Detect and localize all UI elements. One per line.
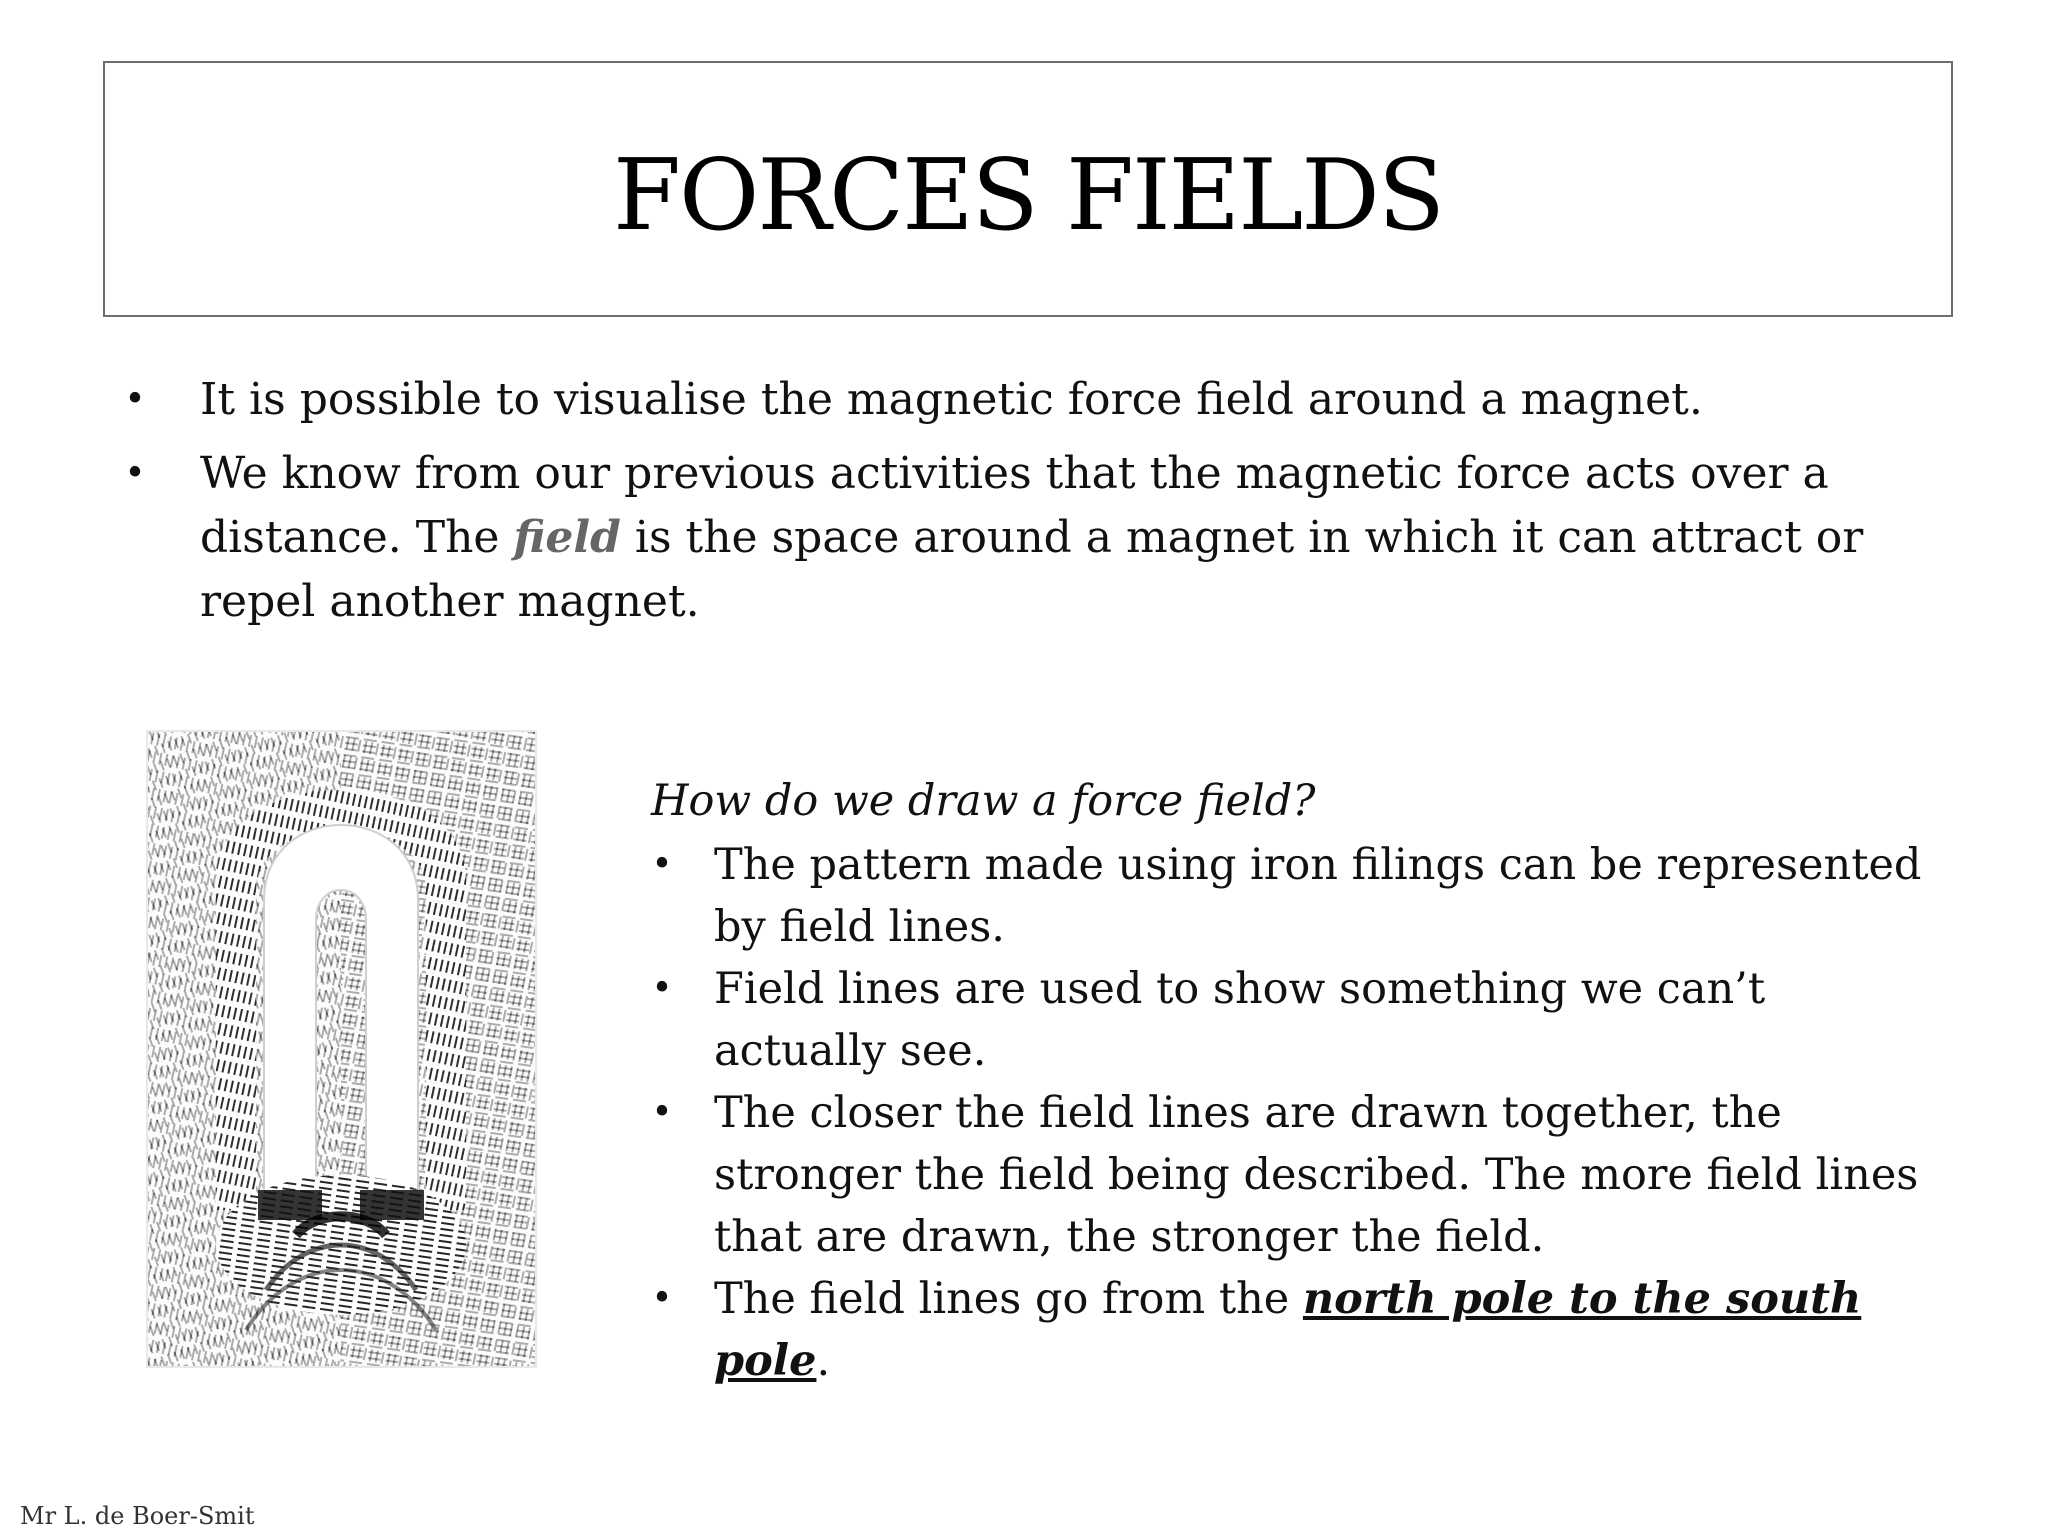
intro-bullet-1-text: It is possible to visualise the magnetic force field around a magnet. bbox=[200, 374, 1703, 425]
subsection-heading: How do we draw a force field? bbox=[651, 776, 1316, 826]
intro-bullet-list bbox=[120, 368, 1950, 644]
field-lines-bullet-list bbox=[651, 834, 1941, 1392]
field-emphasis: field bbox=[513, 512, 621, 563]
iron-filings-illustration bbox=[146, 730, 537, 1368]
field-bullet-2-text: Field lines are used to show something we can’t actually see. bbox=[714, 964, 1766, 1076]
intro-bullet-2-text-before: We know from our previous activities that the magnetic force acts over a distance. The bbox=[200, 448, 1829, 563]
bullet-dot: • bbox=[124, 453, 146, 494]
intro-bullet-1 bbox=[120, 368, 1950, 432]
intro-bullet-2 bbox=[120, 442, 1950, 634]
slide-title: FORCES FIELDS bbox=[613, 139, 1443, 253]
bullet-dot: • bbox=[651, 1278, 673, 1319]
intro-bullet-2-text-after: is the space around a magnet in which it can attract or repel another magnet. bbox=[200, 512, 1864, 627]
bullet-dot: • bbox=[124, 379, 146, 420]
field-bullet-4 bbox=[651, 1268, 1941, 1392]
field-bullet-1-text: The pattern made using iron filings can be represented by field lines. bbox=[714, 840, 1922, 952]
pole-direction-emphasis: north pole to the south pole bbox=[714, 1274, 1862, 1386]
force-field-section bbox=[651, 770, 1941, 1392]
horseshoe-magnet-iron-filings-image bbox=[146, 730, 537, 1368]
bullet-dot: • bbox=[651, 1092, 673, 1133]
field-bullet-3-text: The closer the field lines are drawn together, the stronger the field being described. The more field lines that are drawn, the stronger the field. bbox=[714, 1088, 1919, 1262]
field-bullet-1 bbox=[651, 834, 1941, 958]
author-footer: Mr L. de Boer-Smit bbox=[20, 1502, 255, 1530]
bullet-dot: • bbox=[651, 844, 673, 885]
field-bullet-4-text-after: . bbox=[816, 1336, 831, 1386]
field-bullet-3 bbox=[651, 1082, 1941, 1268]
field-bullet-2 bbox=[651, 958, 1941, 1082]
title-box bbox=[103, 61, 1953, 317]
field-bullet-4-text-before: The field lines go from the bbox=[714, 1274, 1303, 1324]
bullet-dot: • bbox=[651, 968, 673, 1009]
